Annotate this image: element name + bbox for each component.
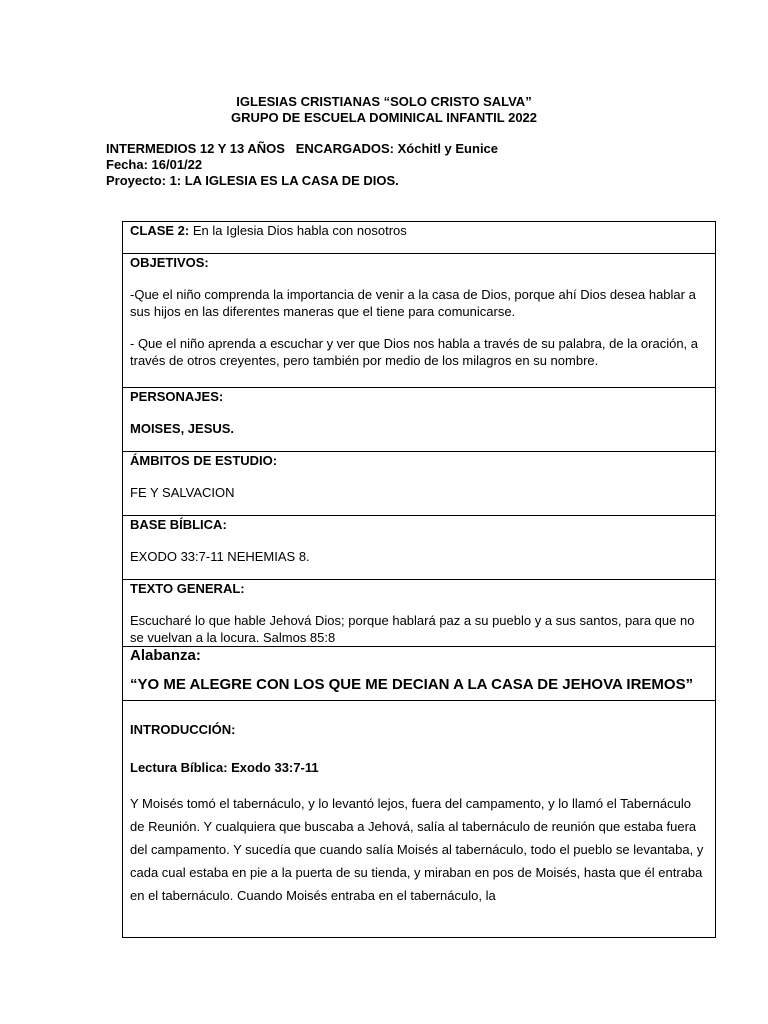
clase-label: CLASE 2:	[130, 223, 190, 238]
church-title: IGLESIAS CRISTIANAS “SOLO CRISTO SALVA”	[236, 94, 532, 109]
intro-label: INTRODUCCIÓN:	[130, 722, 236, 737]
texto-text: Escucharé lo que hable Jehová Dios; porque hablará paz a su pueblo y a sus santos, para que no se vuelvan a la locura. Salmos 85:8	[130, 613, 695, 645]
table-row-personajes	[123, 388, 716, 452]
table-row-introduccion	[123, 701, 716, 938]
ambitos-label: ÁMBITOS DE ESTUDIO:	[130, 453, 278, 468]
ambitos-text: FE Y SALVACION	[130, 485, 235, 500]
lesson-table	[122, 221, 716, 938]
alabanza-label: Alabanza:	[130, 647, 201, 664]
group-line: INTERMEDIOS 12 Y 13 AÑOS ENCARGADOS: Xóchitl y Eunice	[106, 141, 499, 156]
table-row-base	[123, 516, 716, 580]
lectura-label: Lectura Bíblica: Exodo 33:7-11	[130, 760, 319, 775]
table-row-texto	[123, 580, 716, 647]
table-row-clase	[123, 222, 716, 254]
alabanza-text: “YO ME ALEGRE CON LOS QUE ME DECIAN A LA CASA DE JEHOVA IREMOS”	[130, 676, 694, 693]
clase-text: En la Iglesia Dios habla con nosotros	[189, 223, 407, 238]
date-line: Fecha: 16/01/22	[106, 157, 203, 172]
objetivo-2: - Que el niño aprenda a escuchar y ver que Dios nos habla a través de su palabra, de la oración, a través de otros creyentes, pero también por medio de los milagros en su nombre.	[130, 336, 699, 368]
personajes-text: MOISES, JESUS.	[130, 421, 235, 436]
table-row-objetivos	[123, 254, 716, 388]
project-line: Proyecto: 1: LA IGLESIA ES LA CASA DE DIOS.	[106, 173, 399, 188]
texto-label: TEXTO GENERAL:	[130, 581, 245, 596]
lectura-text: Y Moisés tomó el tabernáculo, y lo levantó lejos, fuera del campamento, y lo llamó el Tabernáculo de Reunión. Y cualquiera que buscaba a Jehová, salía al tabernáculo de reunión que estaba fuera del campamento. Y sucedía que cuando salía Moisés al tabernáculo, todo el pueblo se levantaba, y cada cual estaba en pie a la puerta de su tienda, y miraban en pos de Moisés, hasta que él entraba en el tabernáculo. Cuando Moisés entraba en el tabernáculo, la	[130, 796, 704, 903]
school-title: GRUPO DE ESCUELA DOMINICAL INFANTIL 2022	[230, 110, 538, 125]
objetivos-label: OBJETIVOS:	[130, 255, 209, 270]
table-row-ambitos	[123, 452, 716, 516]
objetivo-1: -Que el niño comprenda la importancia de venir a la casa de Dios, porque ahí Dios desea hablar a sus hijos en las diferentes maneras que el tiene para comunicarse.	[130, 287, 696, 319]
base-text: EXODO 33:7-11 NEHEMIAS 8.	[130, 549, 310, 564]
table-row-alabanza	[123, 647, 716, 701]
personajes-label: PERSONAJES:	[130, 389, 224, 404]
base-label: BASE BÍBLICA:	[130, 517, 227, 532]
